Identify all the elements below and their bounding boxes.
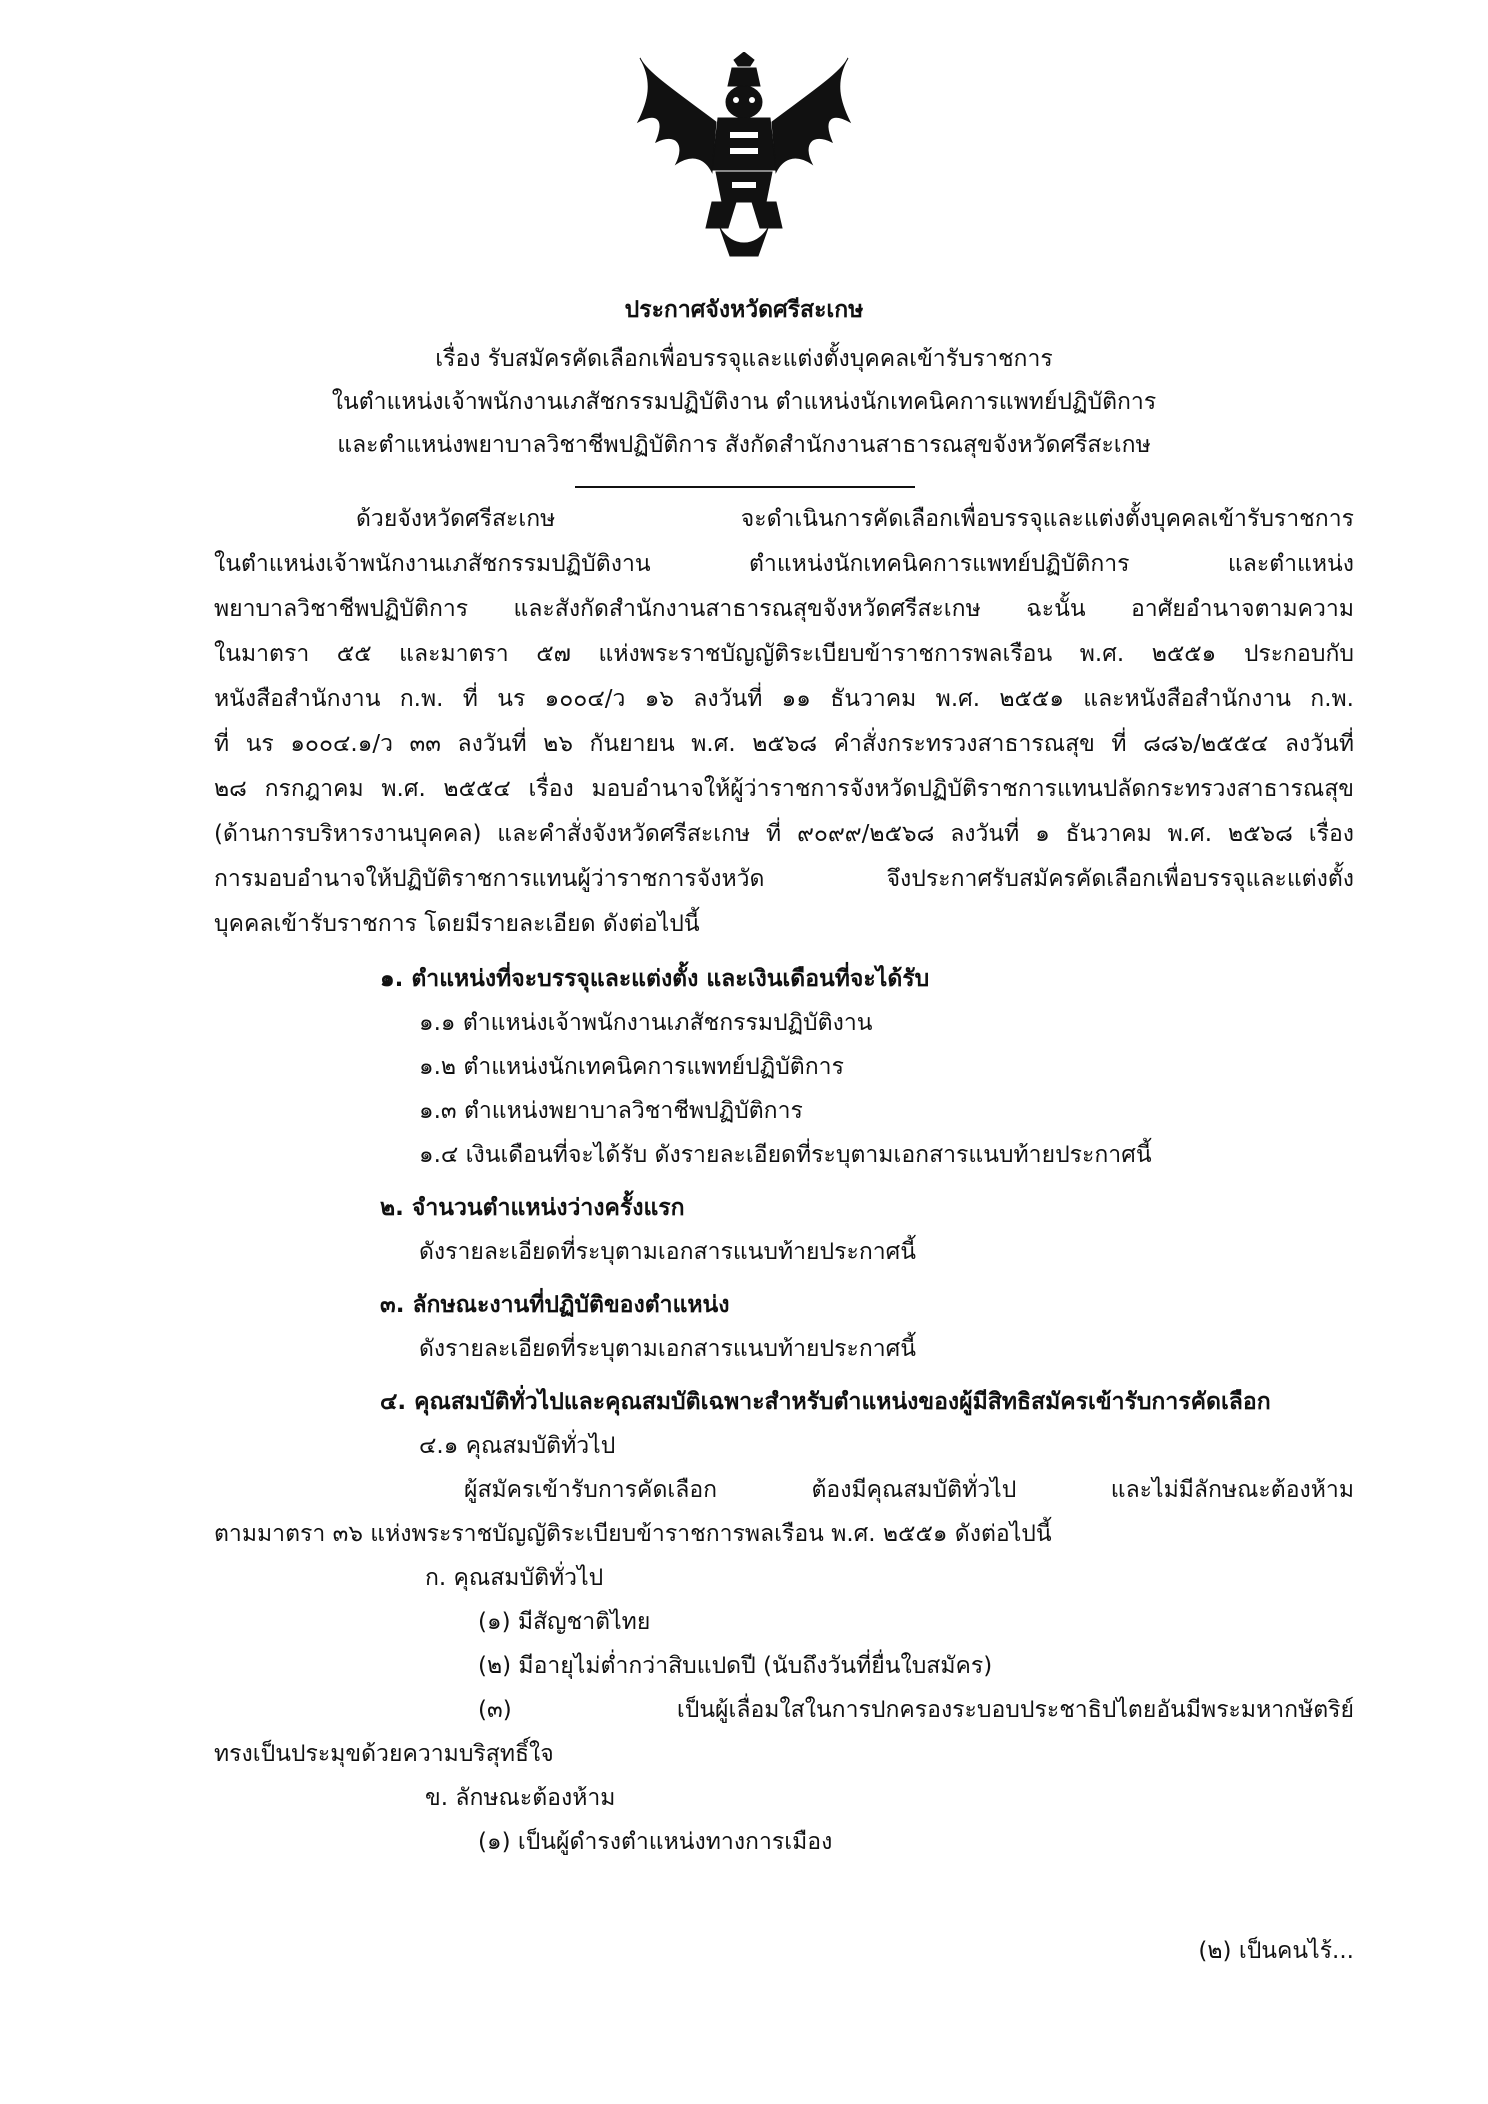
title-divider (575, 486, 915, 488)
list-item: ๑.๒ ตำแหน่งนักเทคนิคการแพทย์ปฏิบัติการ (419, 1054, 844, 1080)
clause-item: (๒) มีอายุไม่ต่ำกว่าสิบแปดปี (นับถึงวันที่ยื่นใบสมัคร) (478, 1653, 993, 1679)
intro-line: ด้วยจังหวัดศรีสะเกษ จะดำเนินการคัดเลือกเพื่อบรรจุและแต่งตั้งบุคคลเข้ารับราชการ (356, 506, 1354, 532)
intro-line: บุคคลเข้ารับราชการ โดยมีรายละเอียด ดังต่อไปนี้ (214, 911, 700, 937)
clause-item-continued: ทรงเป็นประมุขด้วยความบริสุทธิ์ใจ (214, 1741, 554, 1767)
intro-line: หนังสือสำนักงาน ก.พ. ที่ นร ๑๐๐๔/ว ๑๖ ลงวันที่ ๑๑ ธันวาคม พ.ศ. ๒๕๕๑ และหนังสือสำนักงาน ก.พ. (214, 686, 1354, 712)
clause-heading: ก. คุณสมบัติทั่วไป (425, 1565, 604, 1591)
section-heading: ๑. ตำแหน่งที่จะบรรจุและแต่งตั้ง และเงินเดือนที่จะได้รับ (380, 966, 930, 992)
paragraph-line: ผู้สมัครเข้ารับการคัดเลือก ต้องมีคุณสมบัติทั่วไป และไม่มีลักษณะต้องห้าม (464, 1477, 1354, 1503)
intro-line: การมอบอำนาจให้ปฏิบัติราชการแทนผู้ว่าราชการจังหวัด จึงประกาศรับสมัครคัดเลือกเพื่อบรรจุและแต่งตั้ง (214, 866, 1354, 892)
intro-line: ในตำแหน่งเจ้าพนักงานเภสัชกรรมปฏิบัติงาน ตำแหน่งนักเทคนิคการแพทย์ปฏิบัติการ และตำแหน่ง (214, 551, 1354, 577)
section-body: ดังรายละเอียดที่ระบุตามเอกสารแนบท้ายประกาศนี้ (419, 1336, 917, 1362)
clause-item: (๓) เป็นผู้เลื่อมใสในการปกครองระบอบประชาธิปไตยอันมีพระมหากษัตริย์ (478, 1697, 1354, 1723)
clause-item: (๑) มีสัญชาติไทย (478, 1609, 651, 1635)
garuda-emblem (636, 52, 852, 262)
intro-line: พยาบาลวิชาชีพปฏิบัติการ และสังกัดสำนักงานสาธารณสุขจังหวัดศรีสะเกษ ฉะนั้น อาศัยอำนาจตามความ (214, 596, 1354, 622)
section-heading: ๒. จำนวนตำแหน่งว่างครั้งแรก (380, 1195, 685, 1221)
intro-line: ที่ นร ๑๐๐๔.๑/ว ๓๓ ลงวันที่ ๒๖ กันยายน พ.ศ. ๒๕๖๘ คำสั่งกระทรวงสาธารณสุข ที่ ๘๘๖/๒๕๕๔ ลงวันที่ (214, 731, 1354, 757)
subsection-heading: ๔.๑ คุณสมบัติทั่วไป (419, 1433, 616, 1459)
intro-line: ในมาตรา ๕๕ และมาตรา ๕๗ แห่งพระราชบัญญัติระเบียบข้าราชการพลเรือน พ.ศ. ๒๕๕๑ ประกอบกับ (214, 641, 1354, 667)
subject-line: และตำแหน่งพยาบาลวิชาชีพปฏิบัติการ สังกัดสำนักงานสาธารณสุขจังหวัดศรีสะเกษ (337, 432, 1151, 458)
intro-line: (ด้านการบริหารงานบุคคล) และคำสั่งจังหวัดศรีสะเกษ ที่ ๙๐๙๙/๒๕๖๘ ลงวันที่ ๑ ธันวาคม พ.ศ. ๒๕๖๘ เรื่อง (214, 821, 1354, 847)
list-item: ๑.๑ ตำแหน่งเจ้าพนักงานเภสัชกรรมปฏิบัติงาน (419, 1010, 873, 1036)
document-title: ประกาศจังหวัดศรีสะเกษ (624, 297, 864, 323)
paragraph-line: ตามมาตรา ๓๖ แห่งพระราชบัญญัติระเบียบข้าราชการพลเรือน พ.ศ. ๒๕๕๑ ดังต่อไปนี้ (214, 1521, 1052, 1547)
section-heading: ๔. คุณสมบัติทั่วไปและคุณสมบัติเฉพาะสำหรับตำแหน่งของผู้มีสิทธิสมัครเข้ารับการคัดเลือก (380, 1389, 1271, 1415)
list-item: ๑.๓ ตำแหน่งพยาบาลวิชาชีพปฏิบัติการ (419, 1098, 803, 1124)
intro-line: ๒๘ กรกฎาคม พ.ศ. ๒๕๕๔ เรื่อง มอบอำนาจให้ผู้ว่าราชการจังหวัดปฏิบัติราชการแทนปลัดกระทรวงสาธารณสุข (214, 776, 1354, 802)
subject-line: เรื่อง รับสมัครคัดเลือกเพื่อบรรจุและแต่งตั้งบุคคลเข้ารับราชการ (435, 346, 1053, 372)
subject-line: ในตำแหน่งเจ้าพนักงานเภสัชกรรมปฏิบัติงาน ตำแหน่งนักเทคนิคการแพทย์ปฏิบัติการ (331, 389, 1157, 415)
clause-heading: ข. ลักษณะต้องห้าม (425, 1785, 616, 1811)
section-heading: ๓. ลักษณะงานที่ปฏิบัติของตำแหน่ง (380, 1292, 730, 1318)
section-body: ดังรายละเอียดที่ระบุตามเอกสารแนบท้ายประกาศนี้ (419, 1239, 917, 1265)
clause-item: (๑) เป็นผู้ดำรงตำแหน่งทางการเมือง (478, 1829, 833, 1855)
list-item: ๑.๔ เงินเดือนที่จะได้รับ ดังรายละเอียดที่ระบุตามเอกสารแนบท้ายประกาศนี้ (419, 1142, 1152, 1168)
continuation-note: (๒) เป็นคนไร้... (1198, 1938, 1354, 1964)
